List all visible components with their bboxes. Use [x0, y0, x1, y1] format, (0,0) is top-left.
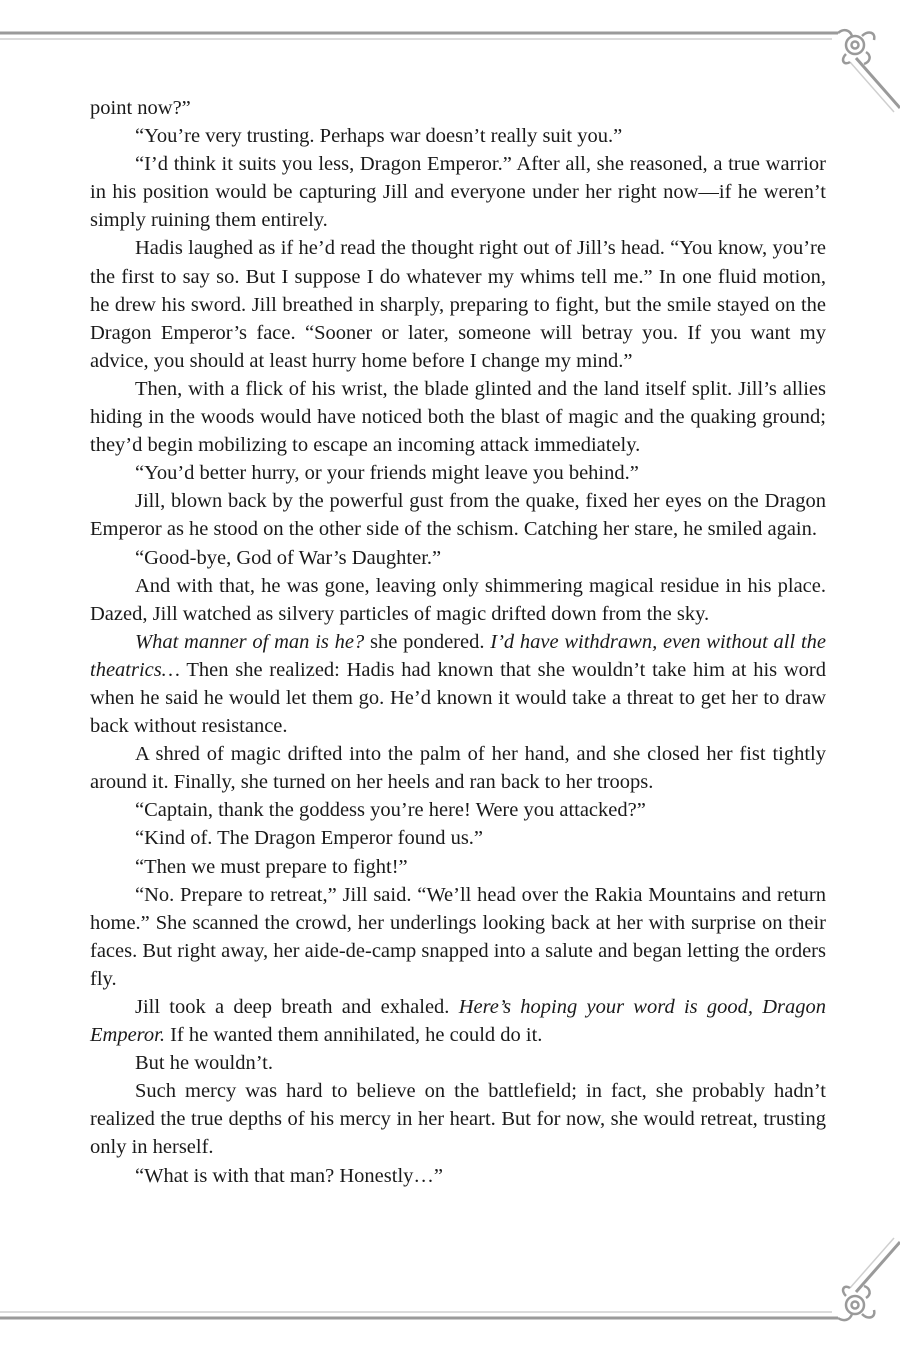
paragraph: [90, 1077, 826, 1161]
paragraph: [90, 1162, 826, 1190]
top-right-diagonal-rule: [856, 58, 900, 108]
paragraph: [90, 1049, 826, 1077]
text-span: “Captain, thank the goddess you’re here! Were you attacked?”: [135, 799, 646, 822]
top-right-diagonal-rule-inner: [850, 62, 894, 112]
paragraph: [90, 544, 826, 572]
text-span: But he wouldn’t.: [135, 1052, 273, 1075]
text-span: A shred of magic drifted into the palm of her hand, and she closed her fist tightly around it. Finally, she turned on her heels and ran back to her troops.: [90, 743, 826, 794]
text-span: “You’d better hurry, or your friends might leave you behind.”: [135, 462, 639, 485]
paragraph: [90, 94, 826, 122]
italic-text: Here’s hoping your word is good, Dragon Emperor.: [90, 996, 827, 1047]
text-span: If he wanted them annihilated, he could do it.: [164, 1024, 543, 1047]
paragraph: [90, 881, 826, 993]
paragraph: [90, 628, 826, 740]
paragraph: [90, 572, 826, 628]
paragraph: [90, 993, 826, 1049]
text-span: Then she realized: Hadis had known that she wouldn’t take him at his word when he said he would let them go. He’d known it would take a threat to get her to draw back without resistance.: [90, 658, 826, 738]
text-span: Such mercy was hard to believe on the battlefield; in fact, she probably hadn’t realized the true depths of his mercy in her heart. But for now, she would retreat, trusting only in herself.: [90, 1080, 826, 1159]
paragraph: [90, 853, 826, 881]
text-span: “Good-bye, God of War’s Daughter.”: [135, 546, 442, 569]
paragraph: [90, 234, 826, 374]
text-span: “Then we must prepare to fight!”: [135, 855, 408, 878]
paragraph: [90, 150, 826, 234]
paragraph: [90, 740, 826, 796]
paragraph: [90, 824, 826, 852]
bottom-right-diagonal-rule-inner: [850, 1238, 894, 1288]
bottom-right-diagonal-rule: [856, 1242, 900, 1292]
body-text: [90, 94, 826, 1190]
italic-text: What manner of man is he?: [135, 630, 365, 653]
paragraph: [90, 487, 826, 543]
text-span: And with that, he was gone, leaving only shimmering magical residue in his place. Dazed, Jill watched as silvery particles of magic drifted down from the sky.: [90, 574, 826, 625]
text-span: Then, with a flick of his wrist, the blade glinted and the land itself split. Jill’s allies hiding in the woods would have noticed both the blast of magic and the quaking ground; they’d begin mobilizing to escape an incoming attack immediately.: [90, 377, 826, 457]
text-span: point now?”: [90, 97, 191, 119]
paragraph: [90, 375, 826, 459]
text-span: Hadis laughed as if he’d read the thought right out of Jill’s head. “You know, you’re the first to say so. But I suppose I do whatever my whims tell me.” In one fluid motion, he drew his sword. Jill breathed in sharply, preparing to fight, but the smile stayed on the Dragon Emperor’s face. “Sooner or later, someone will betray you. If you want my advice, you should at least hurry home before I change my mind.”: [90, 237, 826, 372]
paragraph: [90, 796, 826, 824]
text-span: “What is with that man? Honestly…”: [135, 1164, 443, 1187]
italic-text: I’d have withdrawn, even without all the theatrics…: [90, 630, 826, 681]
paragraph: [90, 122, 826, 150]
text-span: she pondered.: [364, 630, 491, 653]
text-span: Jill, blown back by the powerful gust from the quake, fixed her eyes on the Dragon Emperor as he stood on the other side of the schism. Catching her stare, he smiled again.: [90, 490, 826, 541]
text-span: “I’d think it suits you less, Dragon Emperor.” After all, she reasoned, a true warrior in his position would be capturing Jill and everyone under her right now—if he weren’t simply ruining them entirely.: [90, 153, 826, 232]
text-span: “No. Prepare to retreat,” Jill said. “We’ll head over the Rakia Mountains and return home.” She scanned the crowd, her underlings looking back at her with surprise on their faces. But right away, her aide-de-camp snapped into a salute and began letting the orders fly.: [90, 883, 826, 990]
text-span: “You’re very trusting. Perhaps war doesn’t really suit you.”: [135, 125, 623, 148]
text-span: Jill took a deep breath and exhaled.: [135, 996, 459, 1018]
text-span: “Kind of. The Dragon Emperor found us.”: [135, 827, 484, 850]
paragraph: [90, 459, 826, 487]
